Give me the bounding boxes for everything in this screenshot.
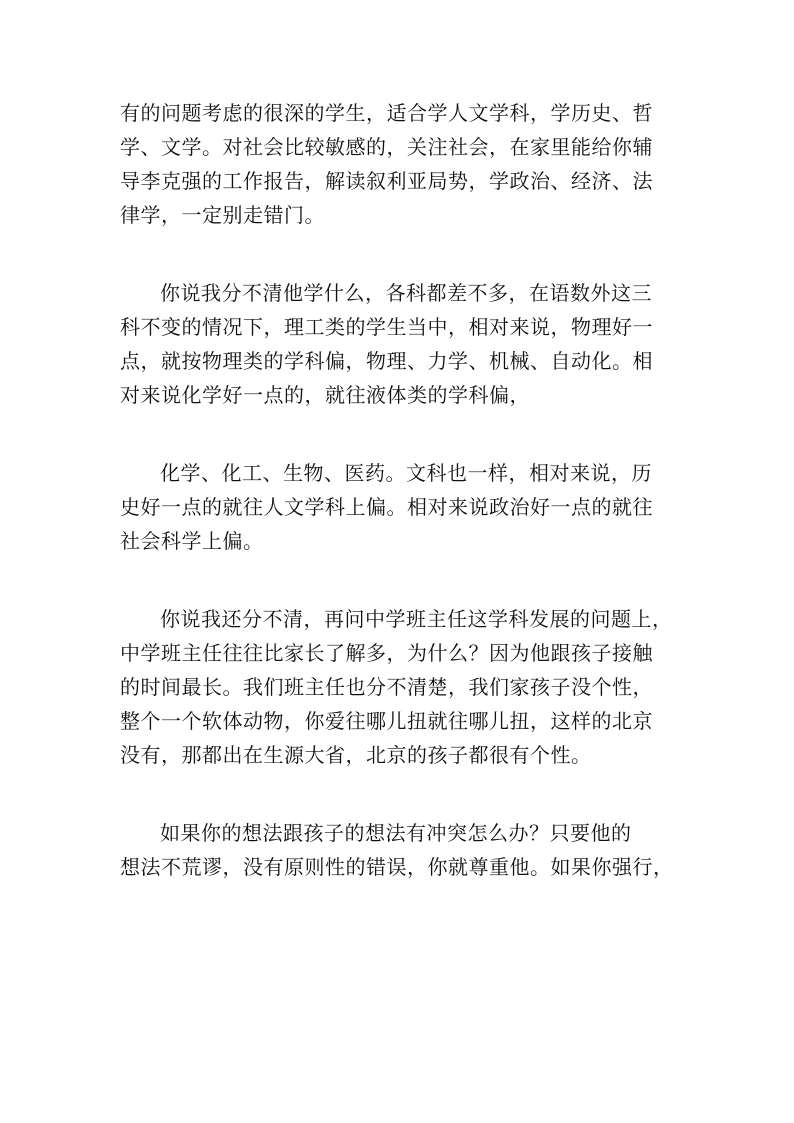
paragraph-2 xyxy=(120,276,676,412)
text-line: 如果你的想法跟孩子的想法有冲突怎么办？只要他的 xyxy=(160,821,632,845)
paragraph-4 xyxy=(120,602,676,772)
document-body xyxy=(120,96,676,928)
text-line: 你说我还分不清，再问中学班主任这学科发展的问题上， xyxy=(160,607,673,631)
text-line: 导李克强的工作报告，解读叙利亚局势，学政治、经济、法 xyxy=(120,169,653,193)
text-line: 对来说化学好一点的，就往液体类的学科偏， xyxy=(120,383,530,407)
text-line: 的时间最长。我们班主任也分不清楚，我们家孩子没个性， xyxy=(120,675,653,699)
paragraph-3 xyxy=(120,456,676,558)
text-line: 律学，一定别走错门。 xyxy=(120,203,325,227)
text-line: 中学班主任往往比家长了解多，为什么？因为他跟孩子接触 xyxy=(120,641,653,665)
text-line: 想法不荒谬，没有原则性的错误，你就尊重他。如果你强行， xyxy=(120,855,674,879)
text-line: 学、文学。对社会比较敏感的，关注社会，在家里能给你辅 xyxy=(120,135,653,159)
text-line: 整个一个软体动物，你爱往哪儿扭就往哪儿扭，这样的北京 xyxy=(120,709,653,733)
text-line: 你说我分不清他学什么，各科都差不多，在语数外这三 xyxy=(160,281,652,305)
text-line: 史好一点的就往人文学科上偏。相对来说政治好一点的就往 xyxy=(120,495,653,519)
text-line: 科不变的情况下，理工类的学生当中，相对来说，物理好一 xyxy=(120,315,653,339)
paragraph-5 xyxy=(120,816,676,884)
text-line: 社会科学上偏。 xyxy=(120,529,264,553)
paragraph-1 xyxy=(120,96,676,232)
text-line: 化学、化工、生物、医药。文科也一样，相对来说，历 xyxy=(160,461,652,485)
text-line: 有的问题考虑的很深的学生，适合学人文学科，学历史、哲 xyxy=(120,101,653,125)
text-line: 点，就按物理类的学科偏，物理、力学、机械、自动化。相 xyxy=(120,349,653,373)
text-line: 没有，那都出在生源大省，北京的孩子都很有个性。 xyxy=(120,743,592,767)
